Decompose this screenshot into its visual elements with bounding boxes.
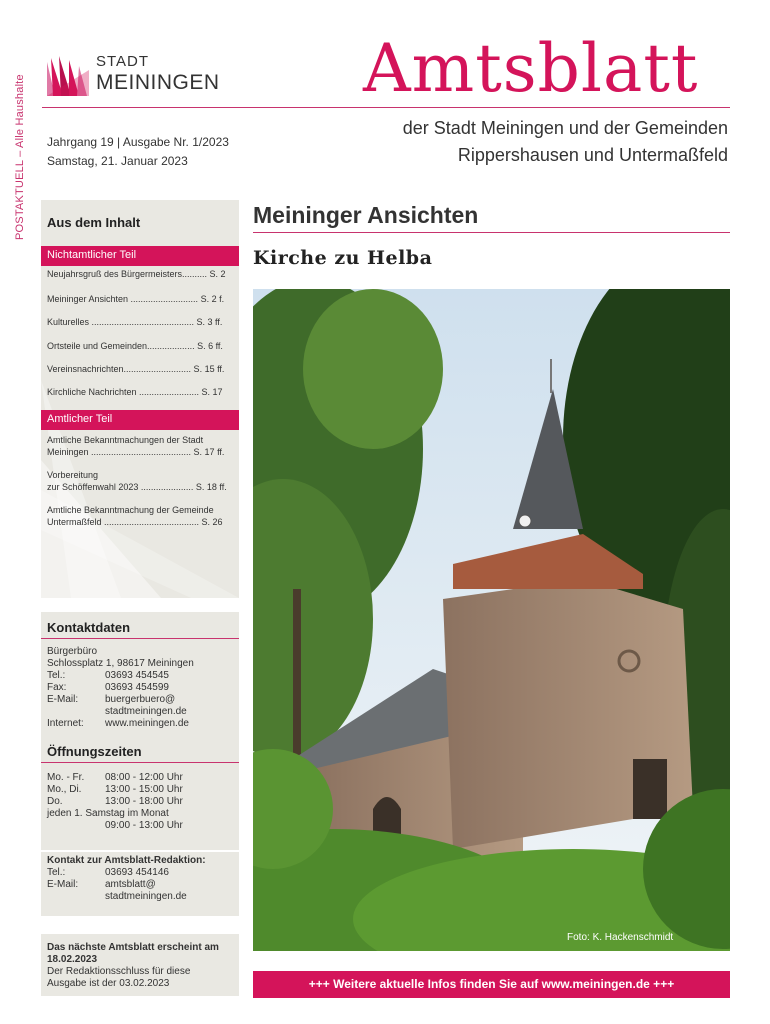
toc-item[interactable]: Meininger Ansichten ........................... S. 2 f.	[47, 294, 225, 304]
contact-heading: Kontaktdaten	[47, 620, 131, 635]
next-issue-date: 18.02.2023	[47, 954, 98, 965]
contact-row	[47, 718, 189, 730]
redaktion-row-key: Tel.:	[47, 867, 66, 878]
issue-number: Jahrgang 19 | Ausgabe Nr. 1/2023	[47, 135, 229, 149]
contact-row-value[interactable]: stadtmeiningen.de	[105, 706, 187, 717]
redaktion-heading: Kontakt zur Amtsblatt-Redaktion:	[47, 855, 206, 866]
contact-address: Schlossplatz 1, 98617 Meiningen	[47, 658, 194, 669]
hours-row-value: 09:00 - 13:00 Uhr	[105, 820, 183, 831]
toc-item[interactable]: Kirchliche Nachrichten ........................ S. 17	[47, 387, 223, 397]
next-issue-line-4: Ausgabe ist der 03.02.2023	[47, 978, 170, 989]
contact-row-key: Internet:	[47, 718, 84, 729]
hours-row-value: 13:00 - 18:00 Uhr	[105, 796, 183, 807]
toc-item-line: Vorbereitung	[47, 470, 99, 480]
toc-item[interactable]: Kulturelles ......................................... S. 3 ff.	[47, 317, 223, 327]
church-photo	[253, 289, 730, 951]
logo-line-meiningen: MEININGEN	[96, 71, 220, 94]
redaktion-row	[47, 867, 169, 879]
hours-heading: Öffnungszeiten	[47, 744, 142, 759]
contact-row-value: 03693 454545	[105, 670, 169, 681]
photo-credit: Foto: K. Hackenschmidt	[567, 932, 674, 943]
redaktion-row	[47, 891, 187, 903]
toc-item-line: Amtliche Bekanntmachungen der Stadt	[47, 435, 204, 445]
logo-line-stadt: STADT	[96, 53, 150, 70]
next-issue-line-1: Das nächste Amtsblatt erscheint am	[47, 942, 219, 953]
contact-row	[47, 694, 175, 706]
toc-item[interactable]: Neujahrsgruß des Bürgermeisters.......... S. 2	[47, 269, 226, 279]
redaktion-row-value[interactable]: amtsblatt@	[105, 879, 156, 890]
section-rule	[253, 232, 730, 233]
hours-row-key: Do.	[47, 796, 63, 807]
postal-notice-text: POSTAKTUELL – Alle Haushalte	[14, 74, 26, 240]
contact-row-value[interactable]: www.meiningen.de	[105, 718, 189, 729]
hours-rule	[41, 762, 239, 763]
next-issue-panel	[41, 934, 239, 996]
toc-item[interactable]: Vereinsnachrichten........................... S. 15 ff.	[47, 364, 225, 374]
postal-notice	[14, 60, 32, 250]
contact-panel	[41, 612, 239, 850]
hours-row-key: Mo. - Fr.	[47, 772, 85, 783]
contact-row-value: 03693 454599	[105, 682, 169, 693]
toc-item-line: Amtliche Bekanntmachung der Gemeinde	[47, 505, 214, 515]
issue-info	[47, 133, 229, 171]
toc-item-line: Untermaßfeld ...................................... S. 26	[47, 517, 223, 527]
redaktion-row-key: E-Mail:	[47, 879, 79, 890]
article-title: Kirche zu Helba	[253, 247, 433, 269]
contents-panel	[41, 200, 239, 598]
city-logo-icon	[47, 56, 89, 96]
toc-item-line: Meiningen ........................................ S. 17 ff.	[47, 447, 225, 457]
nichtamtlich-label: Nichtamtlicher Teil	[41, 246, 239, 266]
hours-saturday: jeden 1. Samstag im Monat	[47, 808, 169, 819]
next-issue-line-3: Der Redaktionsschluss für diese	[47, 966, 191, 977]
contact-rule	[41, 638, 239, 639]
contact-row-key: E-Mail:	[47, 694, 79, 705]
toc-item[interactable]	[47, 469, 235, 493]
hours-row	[47, 796, 183, 808]
redaktion-row-value: 03693 454146	[105, 867, 169, 878]
redaktion-panel	[41, 852, 239, 916]
amtlich-label: Amtlicher Teil	[41, 410, 239, 430]
contact-row	[47, 682, 169, 694]
hours-row	[47, 820, 183, 832]
toc-item-line: zur Schöffenwahl 2023 ..................... S. 18 ff.	[47, 482, 227, 492]
masthead-subtitle-1: der Stadt Meiningen und der Gemeinden	[402, 118, 728, 138]
contact-row-key: Fax:	[47, 682, 67, 693]
redaktion-row-value[interactable]: stadtmeiningen.de	[105, 891, 187, 902]
masthead-title: Amtsblatt	[363, 30, 699, 107]
hours-row	[47, 784, 183, 796]
contact-row-key: Tel.:	[47, 670, 66, 681]
toc-item[interactable]: Ortsteile und Gemeinden................... S. 6 ff.	[47, 341, 223, 351]
hours-row-key: Mo., Di.	[47, 784, 82, 795]
contact-row	[47, 706, 187, 718]
contact-row	[47, 670, 169, 682]
issue-date: Samstag, 21. Januar 2023	[47, 154, 188, 168]
toc-item[interactable]	[47, 504, 235, 528]
contact-office: Bürgerbüro	[47, 646, 98, 657]
hours-row-value: 08:00 - 12:00 Uhr	[105, 772, 183, 783]
section-heading: Meininger Ansichten	[253, 202, 479, 228]
masthead-rule	[42, 107, 730, 108]
contact-row-value[interactable]: buergerbuero@	[105, 694, 176, 705]
redaktion-row	[47, 879, 156, 891]
masthead-subtitle-2: Rippershausen und Untermaßfeld	[457, 145, 728, 165]
toc-item[interactable]	[47, 434, 235, 458]
hours-row	[47, 772, 183, 784]
contents-heading: Aus dem Inhalt	[47, 215, 141, 230]
footer-link-banner[interactable]: +++ Weitere aktuelle Infos finden Sie auf www.meiningen.de +++	[253, 971, 730, 998]
hours-row-value: 13:00 - 15:00 Uhr	[105, 784, 183, 795]
